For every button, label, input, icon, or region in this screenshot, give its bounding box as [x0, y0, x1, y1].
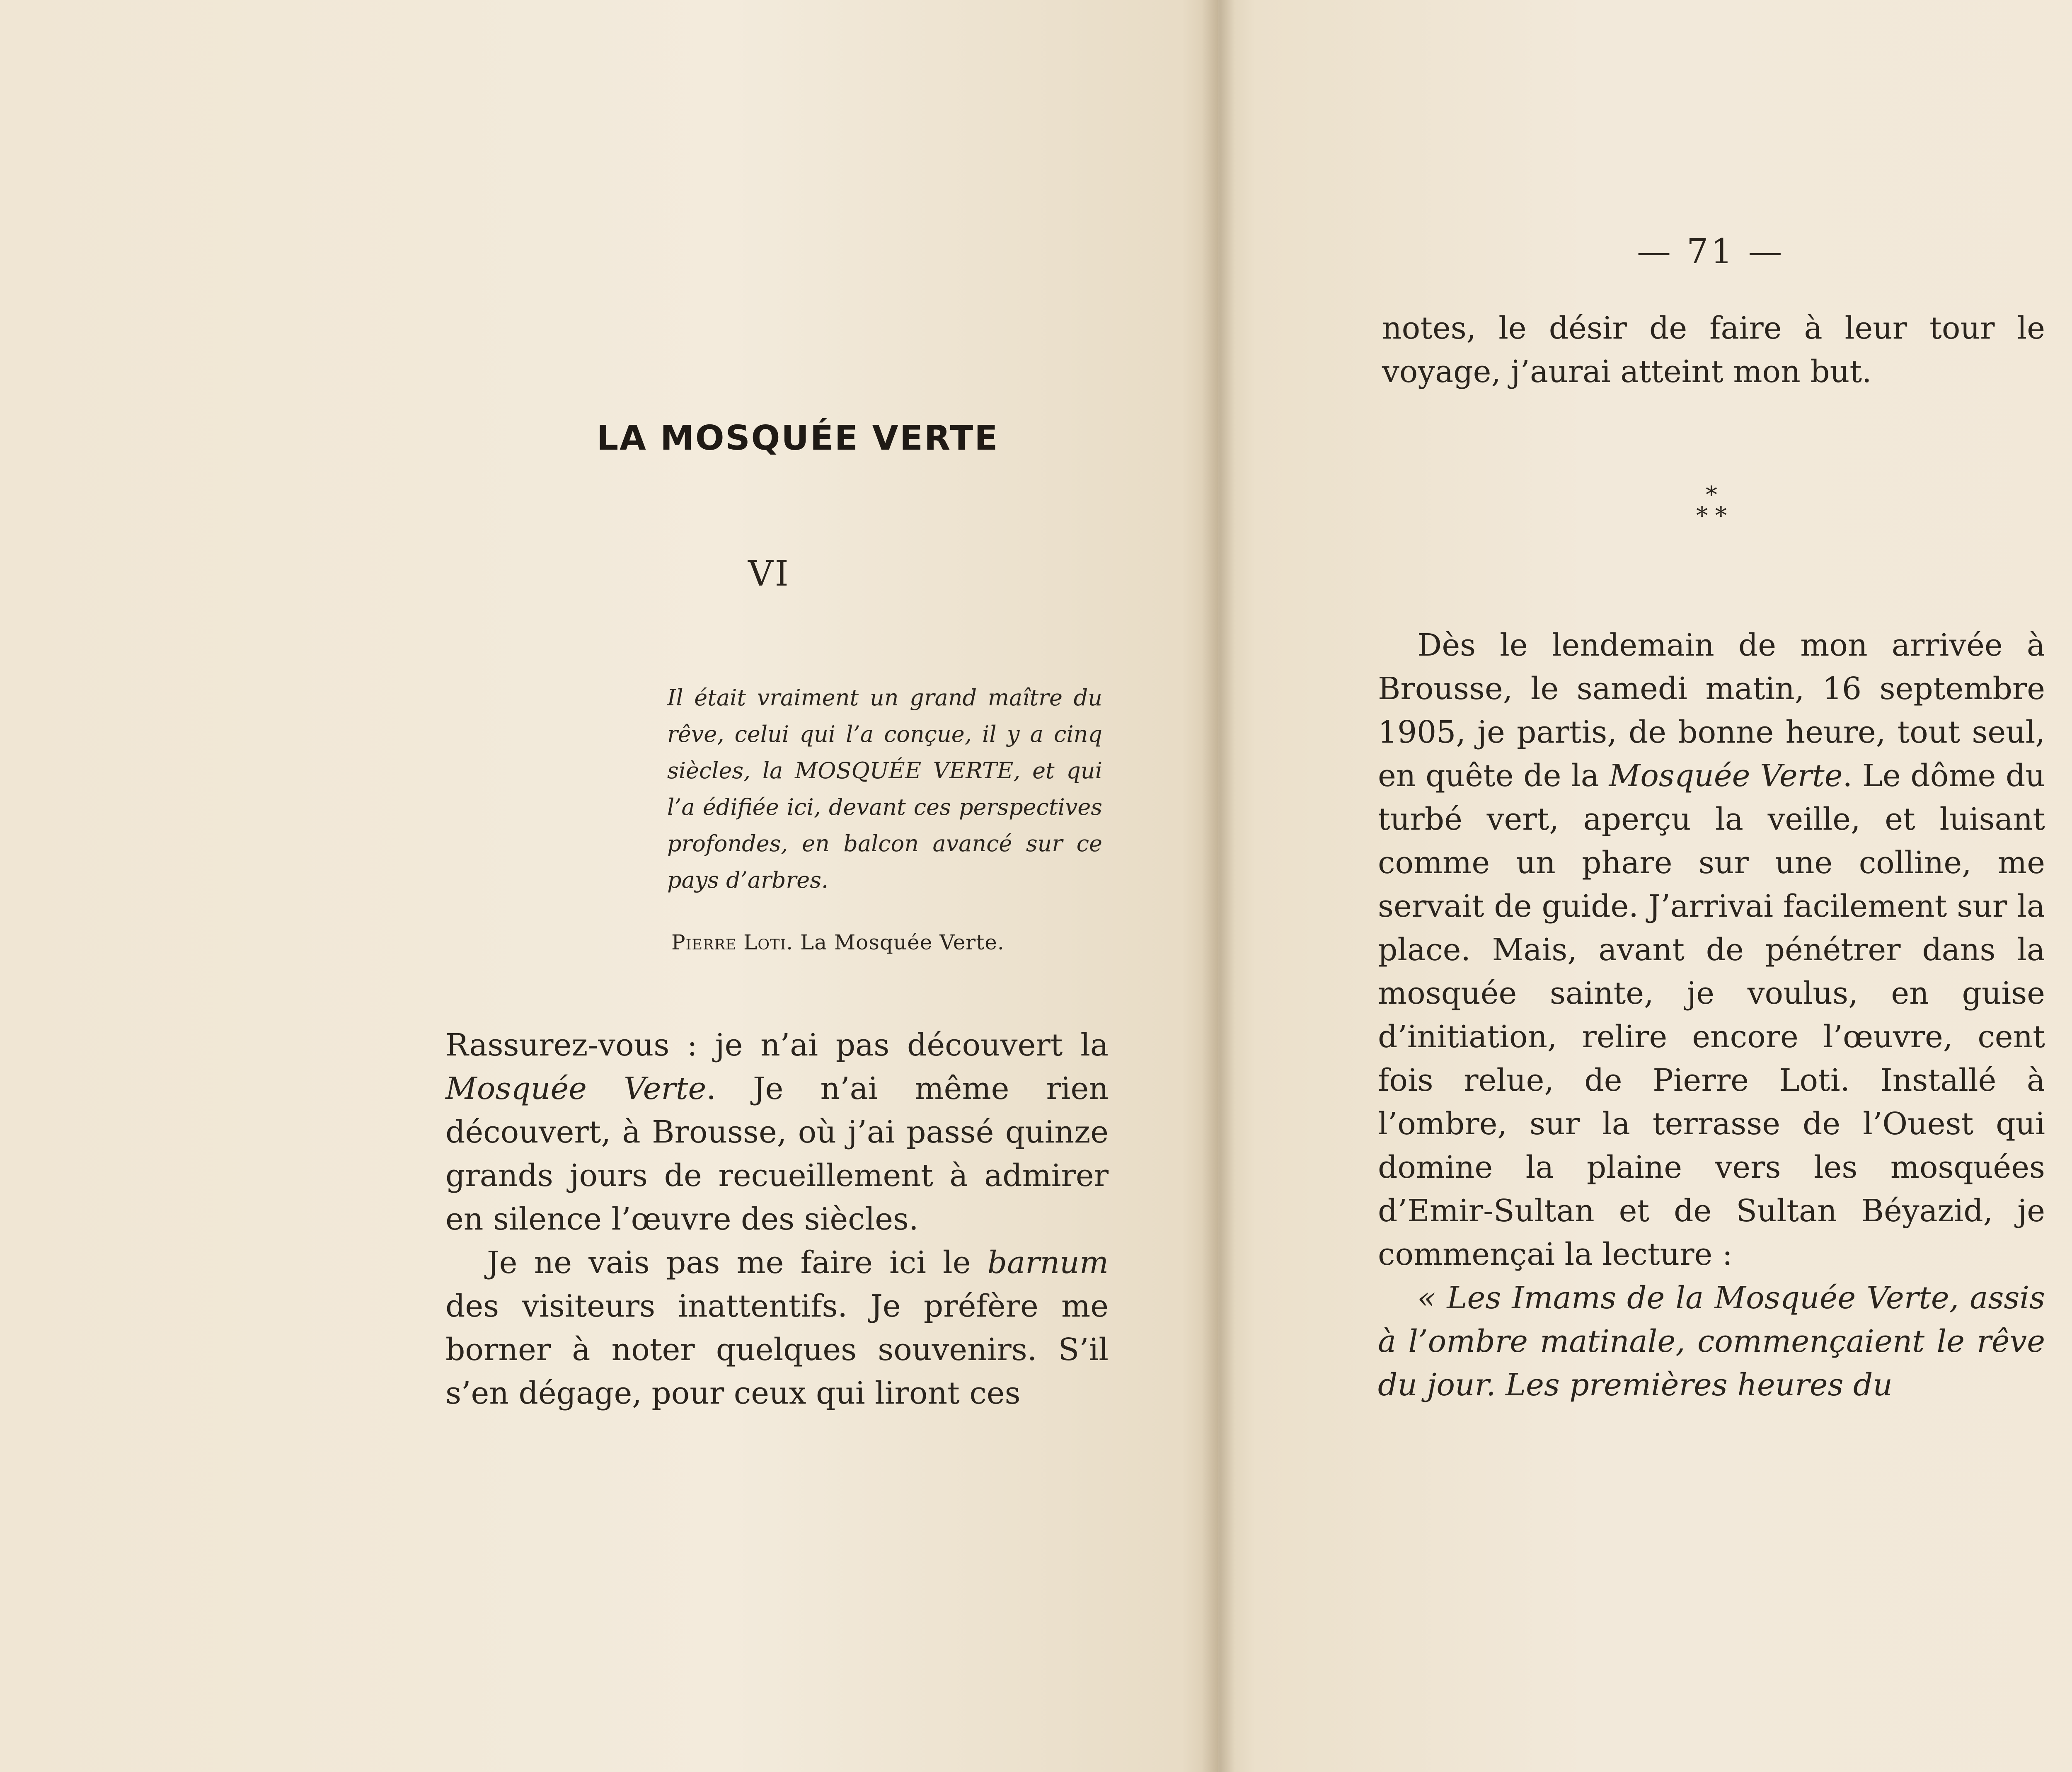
paragraph-3-emphasis: Mosquée Verte: [1609, 758, 1843, 794]
paragraph-3-text-a: Dès le lendemain de mon arrivée à Brousse, le samedi matin, 16 septembre 1905, je partis, de bonne heure, tout seul, en quête de la: [1378, 627, 2045, 794]
epigraph: [667, 680, 1102, 898]
paragraph-2-text-b: des visiteurs inattentifs. Je préfère me borner à noter quelques souvenirs. S’il s’en dégage, pour ceux qui liront ces: [445, 1288, 1109, 1411]
separator-star-top: *: [1706, 482, 1717, 508]
paragraph-1: [445, 1024, 1109, 1241]
paragraph-1-text-a: Rassurez-vous : je n’ai pas découvert la: [445, 1027, 1109, 1063]
continuation-paragraph: notes, le désir de faire à leur tour le voyage, j’aurai atteint mon but.: [1382, 310, 2045, 390]
chapter-title: LA MOSQUÉE VERTE: [597, 419, 999, 458]
paragraph-2-text-a: Je ne vais pas me faire ici le: [487, 1245, 988, 1281]
attribution-author: Pierre Loti.: [671, 930, 794, 954]
paragraph-2-emphasis: barnum: [987, 1245, 1109, 1281]
attribution-work: La Mosquée Verte.: [800, 930, 1005, 954]
right-continuation-text: [1382, 307, 2045, 394]
epigraph-text: Il était vraiment un grand maître du rêve, celui qui l’a conçue, il y a cinq siècles, la MOSQUÉE VERTE, et qui l’a édifiée ici, devant ces perspectives profondes, en balcon avancé sur ce pays d’arbres.: [667, 685, 1102, 893]
quotation: « Les Imams de la Mosquée Verte, assis à l’ombre matinale, commençaient le rêve du jour. Les premières heures du: [1378, 1280, 2045, 1403]
paragraph-1-text-b: . Je n’ai même rien découvert, à Brousse, où j’ai passé quinze grands jours de recueillement à admirer en silence l’œuvre des siècles.: [445, 1071, 1109, 1237]
separator-stars-bottom: * *: [1696, 502, 1727, 529]
paragraph-2: [445, 1241, 1109, 1415]
paragraph-3: [1378, 624, 2045, 1276]
chapter-number: VI: [748, 553, 790, 594]
left-body-text: [445, 1024, 1109, 1415]
epigraph-attribution: [671, 930, 1005, 954]
page-number: — 71 —: [1637, 232, 1785, 271]
book-gutter: [1202, 0, 1235, 1772]
right-body-text: [1378, 624, 2045, 1407]
paragraph-1-emphasis: Mosquée Verte: [445, 1071, 707, 1106]
paragraph-3-text-b: . Le dôme du turbé vert, aperçu la veille, et luisant comme un phare sur une colline, me servait de guide. J’arrivai facilement sur la place. Mais, avant de pénétrer dans la mosquée sainte, je voulus, en guise d’initiation, relire encore l’œuvre, cent fois relue, de Pierre Loti. Installé à l’ombre, sur la terrasse de l’Ouest qui domine la plaine vers les mosquées d’Emir-Sultan et de Sultan Béyazid, je commençai la lecture :: [1378, 758, 2045, 1272]
section-separator: [1689, 482, 1734, 529]
